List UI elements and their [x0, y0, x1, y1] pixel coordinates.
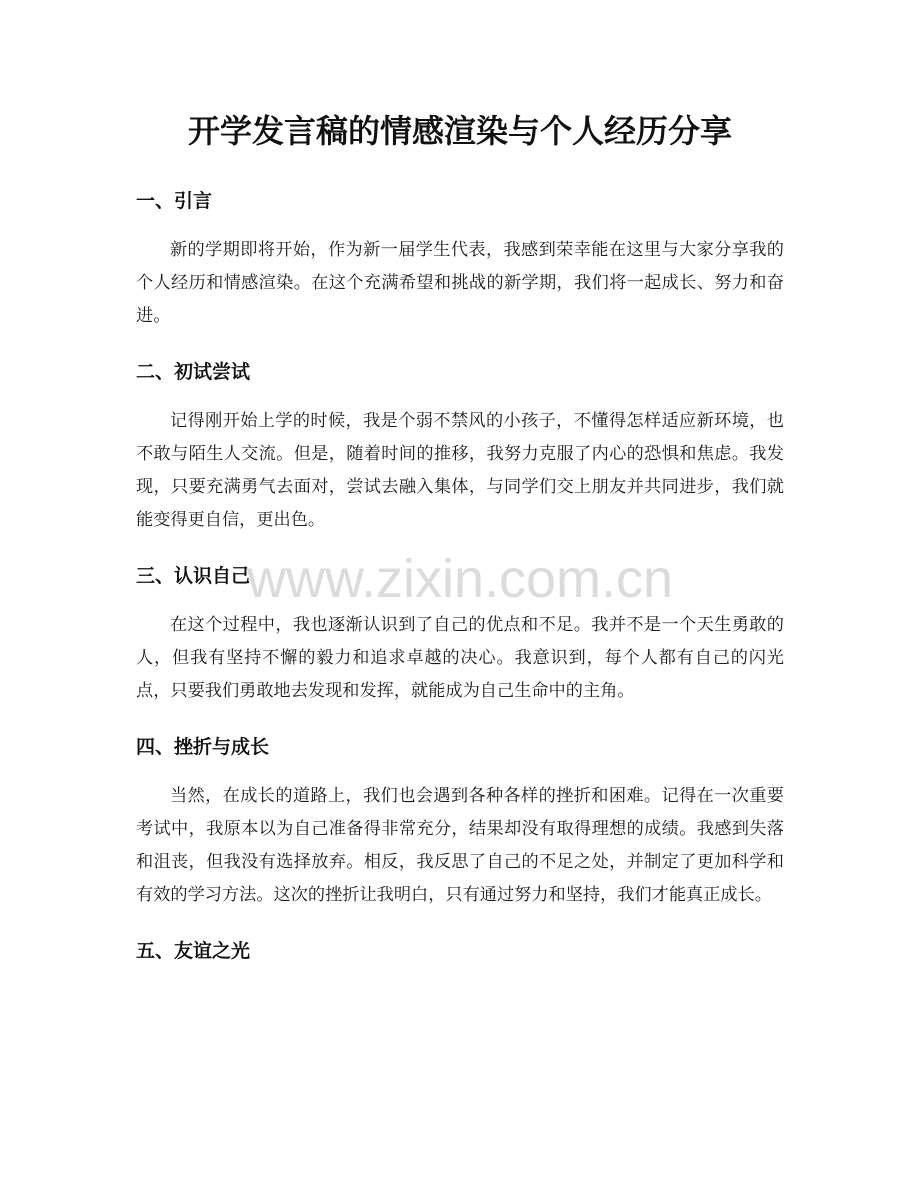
- section-paragraph-know-self: 在这个过程中，我也逐渐认识到了自己的优点和不足。我并不是一个天生勇敢的人，但我有坚持不懈的毅力和追求卓越的决心。我意识到，每个人都有自己的闪光点，只要我们勇敢地去发现和发挥，就能成为自己生命中的主角。: [136, 615, 784, 701]
- section-heading-friendship: 五、友谊之光: [136, 940, 251, 962]
- section-heading-intro: 一、引言: [136, 190, 213, 212]
- section-heading-know-self: 三、认识自己: [136, 565, 251, 587]
- section-paragraph-setback-growth: 当然，在成长的道路上，我们也会遇到各种各样的挫折和困难。记得在一次重要考试中，我原本以为自己准备得非常充分，结果却没有取得理想的成绩。我感到失落和沮丧，但我没有选择放弃。相反，我反思了自己的不足之处，并制定了更加科学和有效的学习方法。这次的挫折让我明白，只有通过努力和坚持，我们才能真正成长。: [136, 786, 784, 905]
- section-paragraph-intro: 新的学期即将开始，作为新一届学生代表，我感到荣幸能在这里与大家分享我的个人经历和情感渲染。在这个充满希望和挑战的新学期，我们将一起成长、努力和奋进。: [136, 240, 784, 326]
- watermark-text: www.zixin.com.cn: [246, 549, 674, 609]
- document-body: [136, 185, 784, 967]
- section-heading-first-try: 二、初试尝试: [136, 361, 251, 383]
- section-heading-setback-growth: 四、挫折与成长: [136, 736, 270, 758]
- section-paragraph-first-try: 记得刚开始上学的时候，我是个弱不禁风的小孩子，不懂得怎样适应新环境，也不敢与陌生人交流。但是，随着时间的推移，我努力克服了内心的恐惧和焦虑。我发现，只要充满勇气去面对，尝试去融入集体，与同学们交上朋友并共同进步，我们就能变得更自信，更出色。: [136, 411, 784, 530]
- document-title: 开学发言稿的情感渲染与个人经历分享: [187, 112, 732, 150]
